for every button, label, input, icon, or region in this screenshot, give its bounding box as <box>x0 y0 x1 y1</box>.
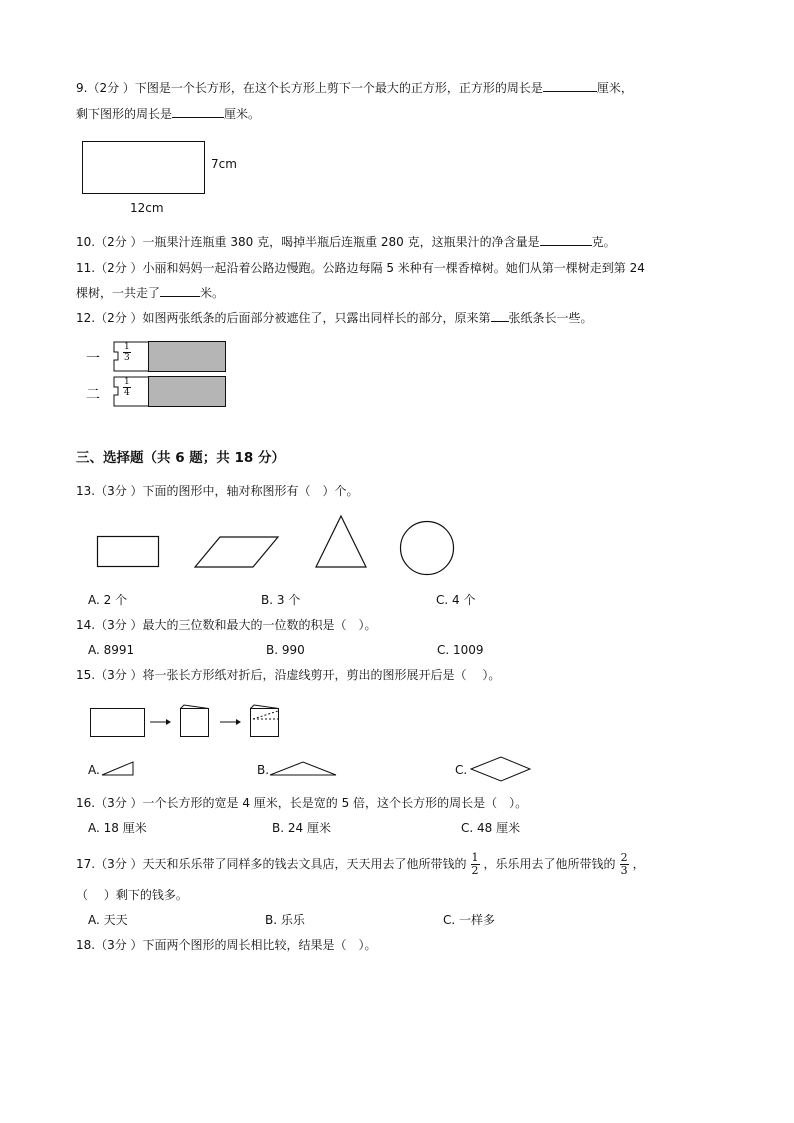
q11-line1 <box>76 260 645 276</box>
q13-parallelogram-shape <box>195 537 278 567</box>
q11-line2 <box>76 285 224 301</box>
q13-line <box>76 483 359 499</box>
q12-line <box>76 310 593 326</box>
q17-fraction-1-denominator: 2 <box>471 864 479 877</box>
q12-blank[interactable] <box>491 310 509 322</box>
q14-text: 14.（3分 ）最大的三位数和最大的一位数的积是（ ）。 <box>76 618 377 632</box>
q15-dashed-cut-line <box>253 711 278 719</box>
q9-line1 <box>76 80 633 96</box>
q11-text-2-end: 米。 <box>200 286 225 300</box>
q15-option-c[interactable]: C. <box>455 763 468 777</box>
q9-line2 <box>76 106 260 122</box>
q12-fraction-2-denominator: 4 <box>124 388 130 398</box>
q17-text-b: ，乐乐用去了他所带钱的 <box>483 857 616 871</box>
q15-option-c-shape <box>468 755 534 783</box>
q16-option-a[interactable]: A. 18 厘米 <box>88 821 147 835</box>
q15-cut-paper <box>251 709 279 737</box>
q17-fraction-1 <box>471 852 480 877</box>
q15-line <box>76 667 500 683</box>
q11-text-1: 11.（2分 ）小丽和妈妈一起沿着公路边慢跑。公路边每隔 5 米种有一棵香樟树。她们从第一棵树走到第 24 <box>76 261 645 275</box>
q13-circle-shape <box>401 522 454 575</box>
q12-fraction-1-numerator: 1 <box>124 342 130 352</box>
q14-option-b[interactable]: B. 990 <box>266 643 305 657</box>
q16-option-c[interactable]: C. 48 厘米 <box>461 821 521 835</box>
q15-folding-diagram <box>88 702 288 742</box>
q13-option-c[interactable]: C. 4 个 <box>436 593 476 607</box>
q9-height-label: 7cm <box>211 157 237 171</box>
q10-text: 10.（2分 ）一瓶果汁连瓶重 380 克，喝掉半瓶后连瓶重 280 克，这瓶果汁的净含量是 <box>76 235 540 249</box>
q15-option-b[interactable]: B. <box>257 763 270 777</box>
q12-fraction-1 <box>123 342 131 363</box>
q12-fraction-1-denominator: 3 <box>124 353 130 363</box>
q14-option-a[interactable]: A. 8991 <box>88 643 135 657</box>
q16-text: 16.（3分 ）一个长方形的宽是 4 厘米，长是宽的 5 倍，这个长方形的周长是（ ）。 <box>76 796 528 810</box>
q17-text-c: ， <box>632 857 645 871</box>
q15-paper-rectangle <box>91 709 145 737</box>
q17-fraction-2 <box>620 852 629 877</box>
q18-text: 18.（3分 ）下面两个图形的周长相比较，结果是（ ）。 <box>76 938 377 952</box>
q13-rectangle-shape <box>98 537 159 567</box>
q16-option-b[interactable]: B. 24 厘米 <box>272 821 331 835</box>
q13-option-b[interactable]: B. 3 个 <box>261 593 301 607</box>
q10-line <box>76 234 616 250</box>
q11-text-2: 棵树，一共走了 <box>76 286 161 300</box>
q17-option-c[interactable]: C. 一样多 <box>443 913 496 927</box>
q9-text-2: 剩下图形的周长是 <box>76 107 173 121</box>
q10-blank[interactable] <box>540 234 592 246</box>
q9-text-1: 9.（2分 ）下图是一个长方形，在这个长方形上剪下一个最大的正方形，正方形的周长是 <box>76 81 543 95</box>
q12-text-end: 张纸条长一些。 <box>508 311 593 325</box>
q12-fraction-2 <box>123 377 131 398</box>
q15-option-a[interactable]: A. <box>88 763 100 777</box>
q17-option-b[interactable]: B. 乐乐 <box>265 913 305 927</box>
q17-text-2: （ ）剩下的钱多。 <box>76 888 188 902</box>
q12-strip2-label: 二 <box>86 387 100 403</box>
q13-text: 13.（3分 ）下面的图形中，轴对称图形有（ ）个。 <box>76 484 359 498</box>
q15-folded-paper <box>181 709 209 737</box>
q17-fraction-2-numerator: 2 <box>620 851 628 864</box>
q15-option-a-shape <box>100 759 136 779</box>
q12-fraction-2-numerator: 1 <box>124 377 130 387</box>
q16-line <box>76 795 527 811</box>
q17-fraction-1-numerator: 1 <box>471 851 479 864</box>
q17-option-a[interactable]: A. 天天 <box>88 913 128 927</box>
q9-blank-2[interactable] <box>172 106 224 118</box>
q14-line <box>76 617 377 633</box>
q10-text-end: 克。 <box>591 235 616 249</box>
q17-line1 <box>76 852 645 877</box>
q9-rectangle-figure <box>82 141 212 197</box>
q15-text: 15.（3分 ）将一张长方形纸对折后，沿虚线剪开，剪出的图形展开后是（ ）。 <box>76 668 501 682</box>
q13-shapes <box>90 512 460 580</box>
q12-strip1-label: 一 <box>86 351 100 367</box>
q9-text-1-end: 厘米， <box>596 81 633 95</box>
q13-option-a[interactable]: A. 2 个 <box>88 593 128 607</box>
section-3-heading: 三、选择题（共 6 题；共 18 分） <box>76 450 285 466</box>
q12-text: 12.（2分 ）如图两张纸条的后面部分被遮住了，只露出同样长的部分，原来第 <box>76 311 491 325</box>
q18-line <box>76 937 377 953</box>
q9-width-label: 12cm <box>130 201 164 215</box>
q9-text-2-end: 厘米。 <box>224 107 261 121</box>
q9-blank-1[interactable] <box>543 80 597 92</box>
q17-fraction-2-denominator: 3 <box>620 864 628 877</box>
q13-triangle-shape <box>316 516 366 567</box>
q17-line2 <box>76 887 188 903</box>
q17-text-a: 17.（3分 ）天天和乐乐带了同样多的钱去文具店，天天用去了他所带钱的 <box>76 857 467 871</box>
q14-option-c[interactable]: C. 1009 <box>437 643 484 657</box>
q15-option-b-shape <box>268 759 340 779</box>
q11-blank[interactable] <box>160 285 200 297</box>
